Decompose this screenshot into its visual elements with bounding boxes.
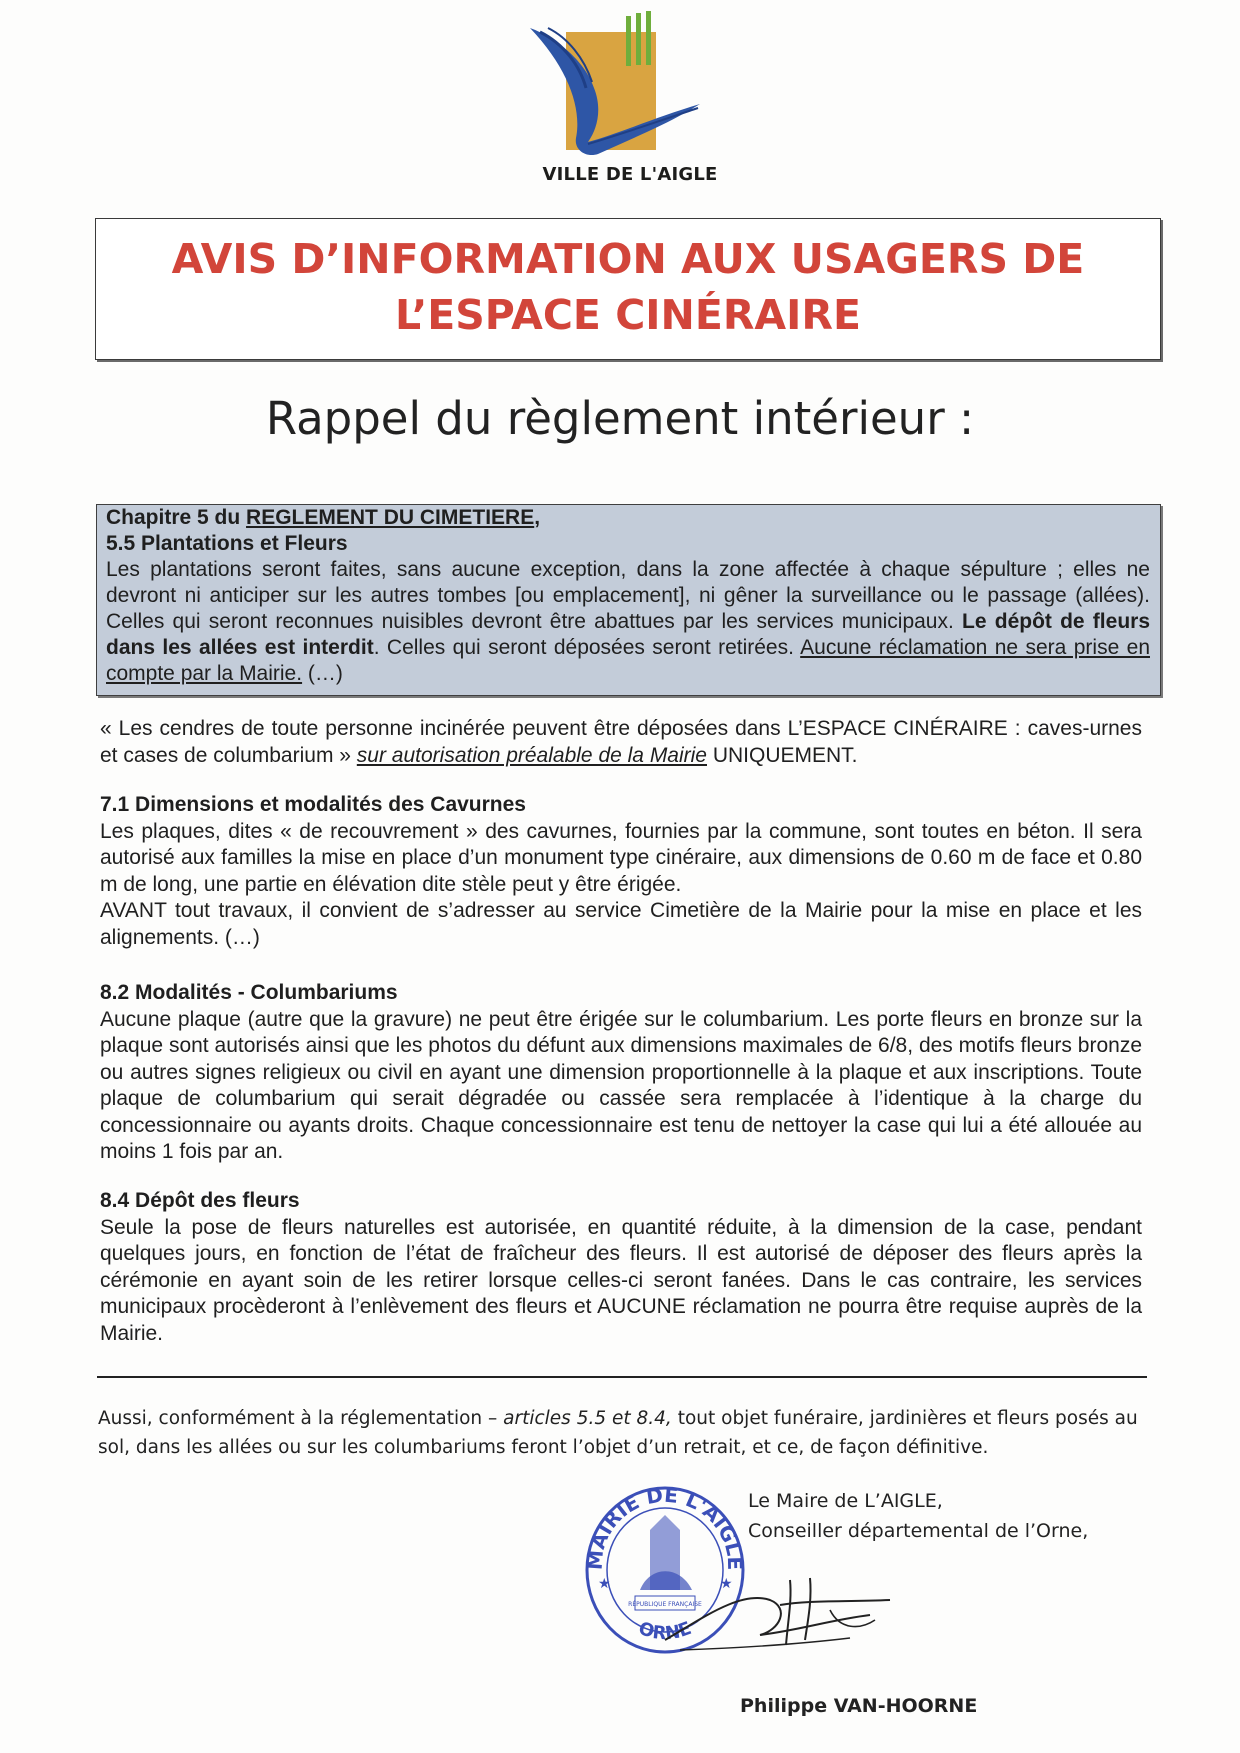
intro-paragraph: « Les cendres de toute personne incinérée peuvent être déposées dans L’ESPACE CINÉRAIRE : caves-urnes et cases de columbarium » sur autorisation préalable de la Mairie UNIQUEMENT. [100,717,1142,767]
chapter-link-text: REGLEMENT DU CIMETIERE [246,506,535,529]
section-7-1 [100,792,1142,951]
logo-green-bar [636,13,641,65]
intro-emphasis: sur autorisation préalable de la Mairie [356,743,707,767]
closing-paragraph: Aussi, conformément à la réglementation – articles 5.5 et 8.4, tout objet funéraire, jardinières et fleurs posés au sol, dans les allées ou sur les columbariums feront l’objet d’un retrait, et ce, de façon définitive. [98,1408,1138,1458]
excerpt-bold-text: Le dépôt de fleurs dans les allées est interdit [106,610,1150,659]
logo-green-bar [646,11,651,65]
section-8-2 [100,980,1142,1166]
section-paragraph: Aucune plaque (autre que la gravure) ne peut être érigée sur le columbarium. Les porte fleurs en bronze sur la plaque sont autorisés ainsi que les photos du défunt aux dimensions maximales de 6/8, des motifs fleurs bronze ou autres signes religieux ou civil en ayant une dimension proportionnelle à la plaque et aux inscriptions. Toute plaque de columbarium qui serait dégradée ou cassée sera remplacée à l’identique à la charge du concessionnaire ou ayants droits. Chaque concessionnaire est tenu de nettoyer la case qui lui a été allouée au moins 1 fois par an. [100,1007,1142,1163]
handwritten-signature-icon [660,1560,910,1660]
chapter-heading: Chapitre 5 du REGLEMENT DU CIMETIERE, [106,506,541,529]
signatory-name: Philippe VAN-HOORNE [740,1695,978,1717]
regulation-excerpt-box [96,504,1161,696]
logo-caption: VILLE DE L'AIGLE [542,164,718,185]
section-paragraph: AVANT tout travaux, il convient de s’adresser au service Cimetière de la Mairie pour la mise en place et les alignements. (…) [100,899,1142,949]
closing-articles: articles 5.5 et 8.4, [503,1408,672,1429]
page-subtitle: Rappel du règlement intérieur : [265,392,975,445]
stamp-small-text: RÉPUBLIQUE FRANÇAISE [628,1601,702,1608]
city-logo-icon [528,8,708,190]
stamp-top-text: MAIRIE DE L'AIGLE [582,1482,748,1571]
section-8-4 [100,1188,1142,1347]
logo-green-bar [626,16,631,66]
section-title: 8.4 Dépôt des fleurs [100,1189,300,1212]
section-paragraph: Seule la pose de fleurs naturelles est autorisée, en quantité réduite, à la dimension de la case, pendant quelques jours, en fonction de l’état de fraîcheur des fleurs. Il est autorisé de déposer des fleurs après la cérémonie en ayant soin de les retirer lorsque celles-ci seront fanées. Dans le cas contraire, les services municipaux procèderont à l’enlèvement des fleurs et AUCUNE réclamation ne pourra être requise auprès de la Mairie. [100,1215,1142,1345]
signatory-title-line2: Conseiller départemental de l’Orne, [748,1520,1089,1542]
page-title [96,231,1160,343]
section-title: 8.2 Modalités - Columbariums [100,981,398,1004]
svg-text:★: ★ [720,1576,733,1592]
title-box [95,218,1161,360]
excerpt-underlined-text: Aucune réclamation ne sera prise en compte par la Mairie. [106,636,1150,685]
section-heading: 5.5 Plantations et Fleurs [106,532,348,555]
signatory-title-line1: Le Maire de L’AIGLE, [748,1490,943,1512]
section-paragraph: Les plaques, dites « de recouvrement » des cavurnes, fournies par la commune, sont toutes en béton. Il sera autorisé aux familles la mise en place d’un monument type cinéraire, aux dimensions de 0.60 m de face et 0.80 m de long, une partie en élévation dite stèle peut y être érigée. [100,819,1142,896]
horizontal-divider [97,1376,1147,1378]
page-title-line1: AVIS D’INFORMATION AUX USAGERS DE [171,235,1085,283]
page-title-line2: L’ESPACE CINÉRAIRE [395,291,861,339]
regulation-excerpt [106,505,1150,687]
excerpt-body: Les plantations seront faites, sans aucune exception, dans la zone affectée à chaque sépulture ; elles ne devront ni anticiper sur les autres tombes [ou emplacement], ni gêner la surveillance ou le passage (allées). Celles qui seront reconnues nuisibles devront être abattues par les services municipaux. Le dépôt de fleurs dans les allées est interdit. Celles qui seront déposées seront retirées. Aucune réclamation ne sera prise en compte par la Mairie. (…) [106,558,1150,685]
section-title: 7.1 Dimensions et modalités des Cavurnes [100,793,526,816]
svg-text:★: ★ [598,1576,611,1592]
stamp-bottom-text: ORNE [635,1617,695,1645]
